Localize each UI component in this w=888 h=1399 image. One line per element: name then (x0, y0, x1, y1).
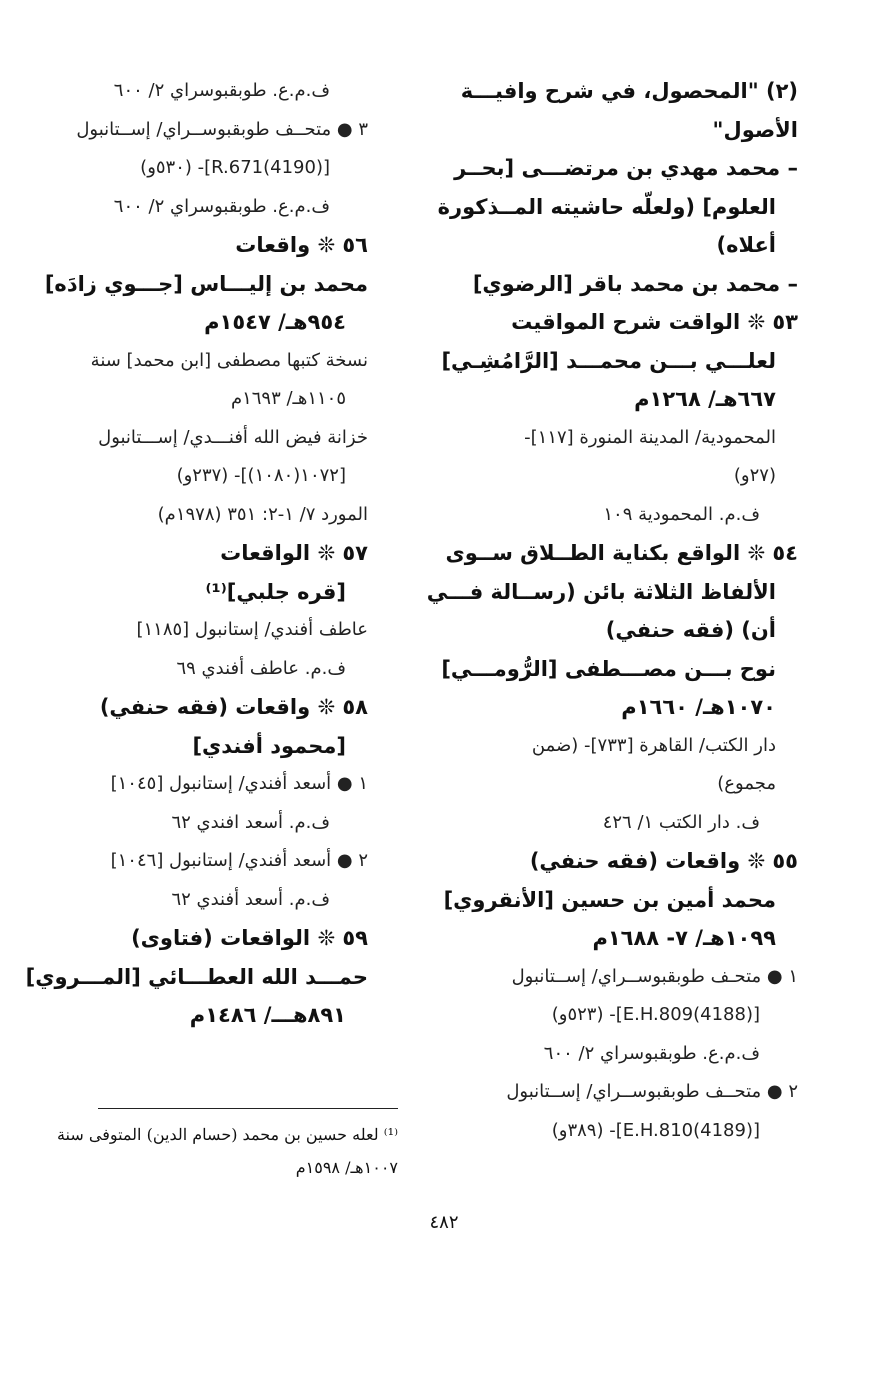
text-line: محمد أمين بن حسين [الأنقروي] (443, 887, 776, 912)
text-line: المحمودية/ المدينة المنورة [١١٧]- (524, 426, 776, 448)
text-line: نسخة كتبها مصطفى [ابن محمد] سنة (90, 349, 368, 371)
text-line: ف.م.ع. طوبقبوسراي ٢/ ٦٠٠ (543, 1042, 760, 1064)
text-line: [R.671(4190)]- (٥٣٠و) (140, 157, 330, 178)
right-column (426, 72, 798, 1150)
text-line: [قره جلبي]⁽¹⁾ (205, 579, 346, 604)
text-line: العلوم] (ولعلّه حاشيته المــذكورة (437, 194, 776, 219)
text-line: ١٠٩٩هـ/ ٧- ١٦٨٨م (592, 926, 776, 950)
text-line: أعلاه) (716, 233, 776, 257)
text-line: (٢) "المحصول، في شرح وافيـــة (460, 79, 798, 103)
text-line: ١١٠٥هـ/ ١٦٩٣م (230, 388, 346, 409)
text-line: ٣ ● متحــف طوبقبوســراي/ إســتانبول (76, 118, 368, 140)
text-line: ٥٥ ❊ واقعات (فقه حنفي) (529, 849, 798, 873)
footnote-line: ⁽¹⁾ لعله حسين بن محمد (حسام الدين) المتوفى سنة (56, 1125, 398, 1144)
text-line: ٥٧ ❊ الواقعات (220, 541, 368, 565)
text-line: الألفاظ الثلاثة بائن (رســالة فـــي (426, 579, 776, 604)
text-line: ٨٩١هـــ/ ١٤٨٦م (189, 1003, 346, 1027)
text-line: ١٠٧٠هـ/ ١٦٦٠م (621, 695, 776, 719)
text-line: خزانة فيض الله أفنـــدي/ إســـتانبول (98, 426, 368, 448)
text-line: ٥٩ ❊ الواقعات (فتاوى) (131, 926, 368, 950)
text-line: ٢ ● أسعد أفندي/ إستانبول [١٠٤٦] (110, 850, 368, 871)
text-line: ف.م. أسعد أفندي ٦٢ (171, 888, 330, 910)
text-line: (٢٧و) (733, 465, 776, 486)
text-line: عاطف أفندي/ إستانبول [١١٨٥] (136, 619, 368, 640)
text-line: مجموع) (717, 773, 776, 794)
text-line: الأصول" (712, 117, 798, 142)
text-line: ٦٦٧هـ/ ١٢٦٨م (634, 387, 776, 411)
footnote-separator (98, 1108, 398, 1109)
text-line: ٢ ● متحــف طوبقبوســراي/ إســتانبول (506, 1081, 798, 1102)
left-column (23, 72, 368, 1035)
text-line: دار الكتب/ القاهرة [٧٣٣]- (ضمن (531, 734, 776, 756)
text-line: ف.م.ع. طوبقبوسراي ٢/ ٦٠٠ (113, 195, 330, 217)
text-line: [E.H.810(4189)]- (٣٨٩و) (551, 1119, 760, 1141)
text-line: لعلـــي بـــن محمـــد [الرَّامُشِـي] (441, 348, 776, 373)
text-line: ١ ● أسعد أفندي/ إستانبول [١٠٤٥] (110, 773, 368, 794)
text-line: أن) (فقه حنفي) (605, 618, 776, 642)
text-line: – محمد بن محمد باقر [الرضوي] (472, 271, 798, 296)
text-line: ١ ● متحـف طوبقبوســراي/ إســتانبول (511, 965, 798, 987)
text-line: ف.م. المحمودية ١٠٩ (603, 503, 760, 525)
text-line: نوح بـــن مصـــطفى [الرُّومـــي] (441, 656, 776, 681)
text-line: – محمد مهدي بن مرتضـــى [بحــر (454, 156, 798, 180)
text-line: ف. دار الكتب ١/ ٤٢٦ (602, 811, 760, 833)
text-line: [١٠٧٢(١٠٨٠)]- (٢٣٧و) (176, 465, 346, 486)
text-line: محمد بن إليـــاس [جـــوي زادَه] (44, 271, 368, 296)
footnote-line: ١٠٠٧هـ/ ١٥٩٨م (295, 1158, 398, 1177)
text-line: [محمود أفندي] (192, 733, 346, 758)
text-line: ٥٨ ❊ واقعات (فقه حنفي) (99, 695, 368, 719)
text-line: ف.م. أسعد افندي ٦٢ (171, 811, 330, 833)
text-line: ٩٥٤هـ/ ١٥٤٧م (204, 310, 346, 334)
page-number: ٤٨٢ (429, 1212, 459, 1233)
text-line: [E.H.809(4188)]- (٥٢٣و) (551, 1004, 760, 1025)
text-line: ف.م.ع. طوبقبوسراي ٢/ ٦٠٠ (113, 80, 330, 101)
text-line: ٥٦ ❊ واقعات (235, 233, 368, 257)
text-line: المورد ٧/ ١-٢: ٣٥١ (١٩٧٨م) (157, 503, 368, 525)
text-line: ٥٣ ❊ الواقت شرح المواقيت (511, 310, 798, 334)
text-line: حمـــد الله العطـــائي [المـــروي] (25, 964, 368, 989)
text-line: ٥٤ ❊ الواقع بكناية الطــلاق ســوى (445, 541, 798, 565)
text-line: ف.م. عاطف أفندي ٦٩ (176, 657, 346, 679)
